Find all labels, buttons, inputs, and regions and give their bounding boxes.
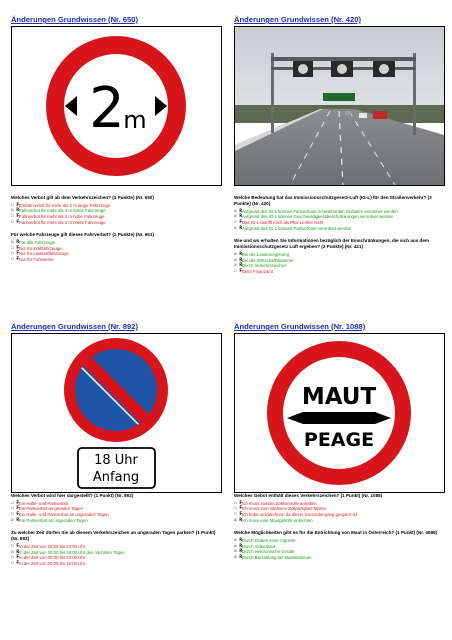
option-text: Ich muss eine Mautgebühr entrichten bbox=[242, 517, 313, 523]
checkbox-icon: ☐ F bbox=[11, 511, 20, 517]
option-text: Ein Parkverbot an ungeraden Tagen bbox=[19, 517, 88, 523]
option-item[interactable] bbox=[234, 518, 445, 524]
card-420 bbox=[234, 14, 445, 310]
checkbox-icon: ☒ R bbox=[11, 549, 20, 555]
option-item[interactable] bbox=[11, 561, 222, 567]
option-text: Aufgrund des IG-L können Parkverbote verordnet werden bbox=[242, 225, 352, 231]
option-item[interactable] bbox=[234, 226, 445, 232]
question-1: Welches Gebot enthält dieses Verkehrszeichen? (1 Punkt) (Nr. 1088) bbox=[234, 493, 383, 498]
checkbox-icon: ☐ F bbox=[234, 506, 243, 512]
checkbox-icon: ☒ R bbox=[234, 537, 243, 543]
option-text: Ich habe umzukehren, da dieser Grenzübergang gesperrt ist bbox=[242, 511, 357, 517]
option-text: Durch Barzahlung bei Mautstationen bbox=[242, 554, 312, 560]
option-text: Aufgrund des IG-L können Geschwindigkeitsbeschränkungen verordnet werden bbox=[242, 214, 394, 220]
option-item[interactable] bbox=[234, 555, 445, 561]
options-list-1 bbox=[11, 203, 222, 226]
option-text: In der Zeit von 18:00 bis 18:00 Uhr des nächsten Tages bbox=[19, 549, 125, 555]
checkbox-icon: ☐ F bbox=[11, 560, 20, 566]
question-2: Zu welcher Zeit dürfen Sie ab diesem Verkehrszeichen an ungeraden Tagen parken? (1 Punkt) (Nr. 893) bbox=[11, 530, 216, 542]
checkbox-icon: ☒ R bbox=[234, 517, 243, 523]
card-892 bbox=[11, 321, 222, 617]
motorway-gantry-icon bbox=[235, 27, 444, 185]
option-text: Nur für Fuhrwerke bbox=[19, 256, 54, 262]
card-body bbox=[11, 195, 222, 263]
sign-top-text: MAUT bbox=[301, 384, 377, 410]
option-text: Nur für Kraftfahrzeuge bbox=[19, 245, 62, 251]
option-text: In der Zeit von 00:00 bis 18:00 Uhr bbox=[19, 560, 86, 566]
option-text: Beim Finanzamt bbox=[242, 268, 274, 274]
card-1088 bbox=[234, 321, 445, 617]
card-body bbox=[234, 195, 445, 275]
options-list-1 bbox=[11, 501, 222, 524]
question-1: Welche Bedeutung hat das Immissionsschutzgesetz-Luft (IG-L) für den Straßenverkehr? (3 Punkte) (Nr. 420) bbox=[234, 195, 432, 206]
checkbox-icon: ☒ R bbox=[234, 543, 243, 549]
option-text: Aufgrund des IG-L können Fahrverbote in bestimmten Gebieten verordnet werden bbox=[242, 208, 398, 214]
card-body bbox=[234, 493, 445, 561]
checkbox-icon: ☒ R bbox=[234, 251, 243, 257]
plate-line-2: Anfang bbox=[92, 470, 140, 485]
checkbox-icon: ☐ F bbox=[11, 251, 20, 257]
option-item[interactable] bbox=[11, 220, 222, 226]
options-list-1 bbox=[234, 209, 445, 232]
checkbox-icon: ☒ R bbox=[234, 549, 243, 555]
option-text: Für alle Fahrzeuge bbox=[19, 239, 56, 245]
sign-image-toll bbox=[234, 333, 445, 493]
checkbox-icon: ☒ R bbox=[234, 208, 243, 214]
option-text: In der Zeit von 18:00 bis 24:00 Uhr bbox=[19, 543, 86, 549]
options-list-1 bbox=[234, 501, 445, 524]
checkbox-icon: ☒ R bbox=[234, 214, 243, 220]
checkbox-icon: ☒ R bbox=[11, 208, 20, 214]
no-parking-odd-days-sign-icon bbox=[12, 334, 221, 492]
checkbox-icon: ☒ R bbox=[234, 263, 243, 269]
sign-image-width-limit bbox=[11, 26, 222, 186]
option-item[interactable] bbox=[11, 257, 222, 263]
option-text: Parkverbot für mehr als 2 m breite Fahrzeuge bbox=[19, 219, 106, 225]
checkbox-icon: ☐ F bbox=[234, 219, 243, 225]
question-2: Wie und wo erhalten Sie Informationen bezüglich der Einschränkungen, die sich aus dem Immissionsschutzgesetz Luft ergeben? (2 Punkte) (Nr. 421) bbox=[234, 238, 429, 250]
toll-stop-sign-icon bbox=[235, 334, 444, 492]
sign-bottom-text: PEAGE bbox=[303, 429, 375, 451]
option-text: Durch elektronische Geräte bbox=[242, 549, 295, 555]
option-text: Bei der Landesregierung bbox=[242, 251, 290, 257]
sign-image-no-parking bbox=[11, 333, 222, 493]
option-text: Durch Kleben einer Vignette bbox=[242, 537, 296, 543]
question-1: Welches Verbot gilt ab dem Verkehrszeichen? (3 Punkte) (Nr. 650) bbox=[11, 195, 154, 200]
checkbox-icon: ☐ F bbox=[11, 555, 20, 561]
question-2: Für welche Fahrzeuge gilt dieses Fahrverbot? (2 Punkte) (Nr. 651) bbox=[11, 232, 154, 238]
options-list-2 bbox=[11, 544, 222, 567]
card-title: Änderungen Grundwissen (Nr. 650) bbox=[11, 15, 139, 24]
option-text: Einfahrverbot für mehr als 2 m lange Fahrzeuge bbox=[19, 202, 111, 208]
option-text: Ein Halte- und Parkverbot bbox=[19, 500, 69, 506]
option-text: Fahrverbot für mehr als 2 m hohe Fahrzeuge bbox=[19, 213, 105, 219]
checkbox-icon: ☐ F bbox=[234, 268, 243, 274]
checkbox-icon: ☐ F bbox=[11, 543, 20, 549]
option-text: Nur für Lastkraftfahrzeuge bbox=[19, 251, 69, 257]
options-list-2 bbox=[234, 538, 445, 561]
option-text: Ich muss zwecks Zollkontrolle anhalten bbox=[242, 500, 317, 506]
motorway-photo bbox=[234, 26, 445, 186]
checkbox-icon: ☒ R bbox=[234, 257, 243, 263]
card-title: Änderungen Grundwissen (Nr. 1088) bbox=[234, 322, 366, 331]
checkbox-icon: ☐ F bbox=[234, 511, 243, 517]
card-title: Änderungen Grundwissen (Nr. 420) bbox=[234, 15, 362, 24]
question-2: Welche Möglichkeiten gibt es für die Entrichtung von Maut in Österreich? (1 Punkt) (Nr. 4089) bbox=[234, 530, 438, 536]
width-limit-sign-icon bbox=[12, 27, 221, 185]
option-text: Bei der Wirtschaftskammer bbox=[242, 257, 294, 263]
option-text: Ich muss zum nächsten Zollparkplatz fahren bbox=[242, 506, 327, 512]
option-text: Fahrverbot für mehr als 2 m breite Fahrzeuge bbox=[19, 208, 106, 214]
option-text: Das IG-L betrifft mich als Pkw-Lenker nicht bbox=[242, 219, 324, 225]
checkbox-icon: ☒ R bbox=[11, 239, 20, 245]
checkbox-icon: ☐ F bbox=[11, 245, 20, 251]
options-list-2 bbox=[234, 252, 445, 275]
plate-line-1: 18 Uhr bbox=[94, 453, 138, 468]
option-text: Durch Verkehrszeichen bbox=[242, 263, 287, 269]
question-1: Welches Verbot wird hier dargestellt? (1 Punkt) (Nr. 892) bbox=[11, 493, 134, 498]
checkbox-icon: ☐ F bbox=[11, 213, 20, 219]
sign-unit: m bbox=[123, 106, 147, 134]
checkbox-icon: ☐ F bbox=[11, 219, 20, 225]
option-text: Ein Parkverbot an geraden Tagen bbox=[19, 506, 83, 512]
checkbox-icon: ☐ F bbox=[11, 500, 20, 506]
option-item[interactable] bbox=[11, 518, 222, 524]
option-item[interactable] bbox=[234, 269, 445, 275]
card-title: Änderungen Grundwissen (Nr. 892) bbox=[11, 322, 139, 331]
checkbox-icon: ☒ R bbox=[234, 225, 243, 231]
checkbox-icon: ☐ F bbox=[11, 506, 20, 512]
checkbox-icon: ☐ F bbox=[11, 202, 20, 208]
card-650 bbox=[11, 14, 222, 310]
checkbox-icon: ☒ R bbox=[11, 517, 20, 523]
options-list-2 bbox=[11, 240, 222, 263]
checkbox-icon: ☒ R bbox=[234, 554, 243, 560]
checkbox-icon: ☐ F bbox=[11, 256, 20, 262]
checkbox-icon: ☐ F bbox=[234, 500, 243, 506]
option-text: In der Zeit von 00:00 bis 24:00 Uhr bbox=[19, 555, 86, 561]
card-body bbox=[11, 493, 222, 567]
sign-number: 2 bbox=[89, 76, 125, 141]
option-text: Durch Videomaut bbox=[242, 543, 276, 549]
option-text: Ein Halte- und Parkverbot an ungeraden Tagen bbox=[19, 511, 109, 517]
